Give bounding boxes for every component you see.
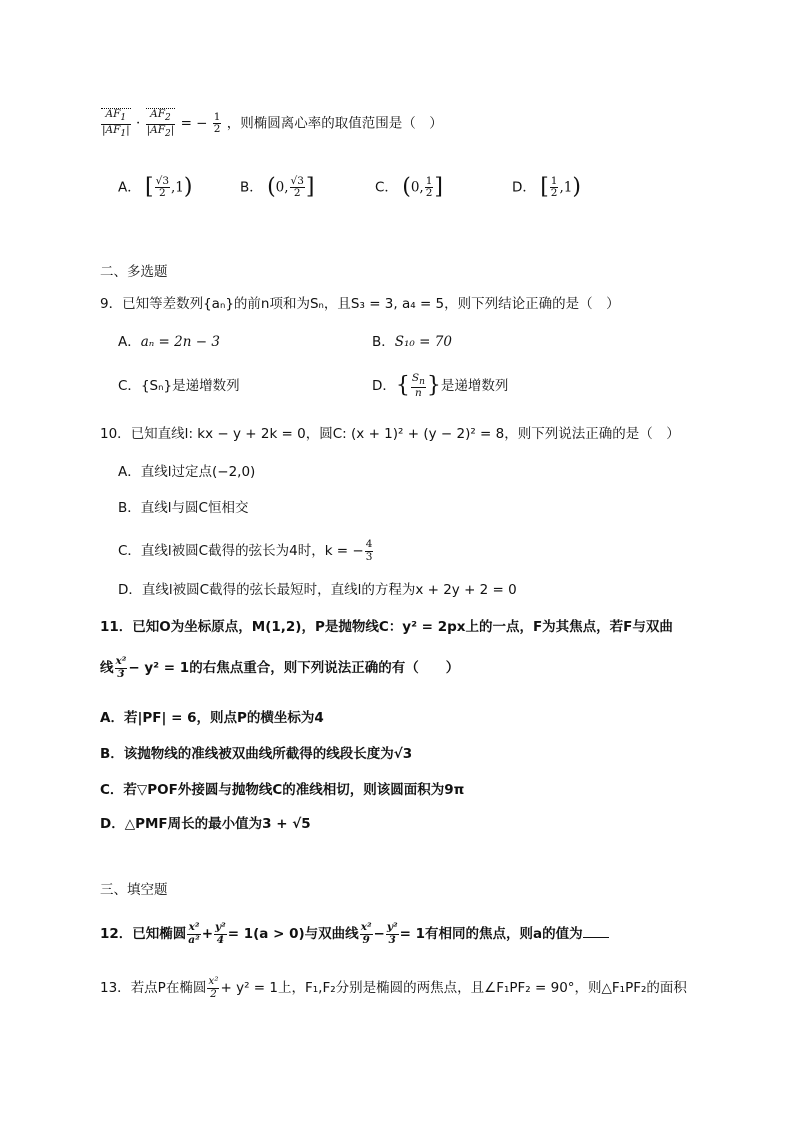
q8-option-c: C． (0, $\frac{1}{2}$ ] (375, 174, 443, 200)
q9-d-fraction: $\frac{S_n}{n}$ (411, 371, 425, 400)
q10-option-d: D．直线l被圆C截得的弦长最短时，直线l的方程为x + 2y + 2 = 0 (118, 582, 517, 598)
q10-option-c: C．直线l被圆C截得的弦长为4时，k = − $\frac{4}{3}$ (118, 538, 373, 563)
q9-stem: 9．已知等差数列{aₙ}的前n项和为Sₙ，且S₃ = 3, a₄ = 5，则下列结论正确的是（ ） (100, 296, 620, 312)
q11-option-d: D．△PMF周长的最小值为3 + √5 (100, 816, 311, 832)
q9-option-b: B．S₁₀ = 70 (372, 334, 452, 350)
q8-option-b: B． (0, $\frac{√3}{2}$ ] (240, 174, 315, 200)
q8-option-d: D． [ $\frac{1}{2}$ ,1) (512, 174, 581, 200)
section-title-multiple-choice: 二、多选题 (100, 264, 168, 280)
q11-option-a: A．若|PF| = 6，则点P的横坐标为4 (100, 710, 324, 726)
q10-option-b: B．直线l与圆C恒相交 (118, 500, 249, 516)
q8-vector-fraction-2: $\frac{AF_2}{|AF_2|}$ (146, 108, 175, 139)
q10-option-a: A．直线l过定点(−2,0) (118, 464, 256, 480)
q10-stem: 10．已知直线l: kx − y + 2k = 0，圆C: (x + 1)² + (y − 2)² = 8，则下列说法正确的是（ ） (100, 426, 680, 442)
q11-hyperbola-fraction: $\frac{\text{x²}}{3}$ (115, 655, 127, 680)
q8-option-a: A． [ $\frac{√3}{2}$ ,1) (118, 174, 193, 200)
q8-stem-tail: ，则椭圆离心率的取值范围是（ ） (226, 115, 443, 132)
q13-stem: 13．若点P在椭圆 $\frac{\text{x²}}{2}$ + y² = 1上，F₁,F₂分别是椭圆的两焦点，且∠F₁PF₂ = 90°，则△F₁PF₂的面积 (100, 975, 687, 1000)
q8-stem: $\frac{AF_1}{|AF_1|}$ · $\frac{AF_2}{|AF_2|}$ = − $\frac{1}{2}$ ，则椭圆离心率的取值范围是（ ） (102, 108, 443, 139)
q11-stem-line1: 11．已知O为坐标原点，M(1,2)，P是抛物线C：y² = 2px上的一点，F为其焦点，若F与双曲 (100, 619, 673, 635)
q9-option-a: A．aₙ = 2n − 3 (118, 334, 220, 350)
q11-option-b: B．该抛物线的准线被双曲线所截得的线段长度为√3 (100, 746, 413, 762)
q12-answer-blank (583, 925, 609, 938)
q9-option-c: C．{Sₙ}是递增数列 (118, 378, 240, 394)
q12-stem: 12．已知椭圆 $\frac{\text{x²}}{\text{a²}}$ + $\frac{\text{y²}}{4}$ = 1(a > 0)与双曲线 $\frac{\text{x²}}{9}$ − $\frac{\text{y²}}{3}$ = 1有相同的焦点，则a的值为 (100, 918, 609, 950)
q9-option-d: D．{ $\frac{S_n}{n}$ }是递增数列 (372, 371, 509, 400)
q11-option-c: C．若▽POF外接圆与抛物线C的准线相切，则该圆面积为9π (100, 782, 465, 798)
q8-vector-fraction-1: $\frac{AF_1}{|AF_1|}$ (102, 108, 130, 139)
section-title-fill-in: 三、填空题 (100, 882, 168, 898)
q10-c-fraction: $\frac{4}{3}$ (365, 538, 373, 563)
q11-stem-line2: 线 $\frac{\text{x²}}{3}$ − y² = 1的右焦点重合，则下列说法正确的有（ ） (100, 655, 460, 680)
q8-half: $\frac{1}{2}$ (213, 111, 221, 136)
